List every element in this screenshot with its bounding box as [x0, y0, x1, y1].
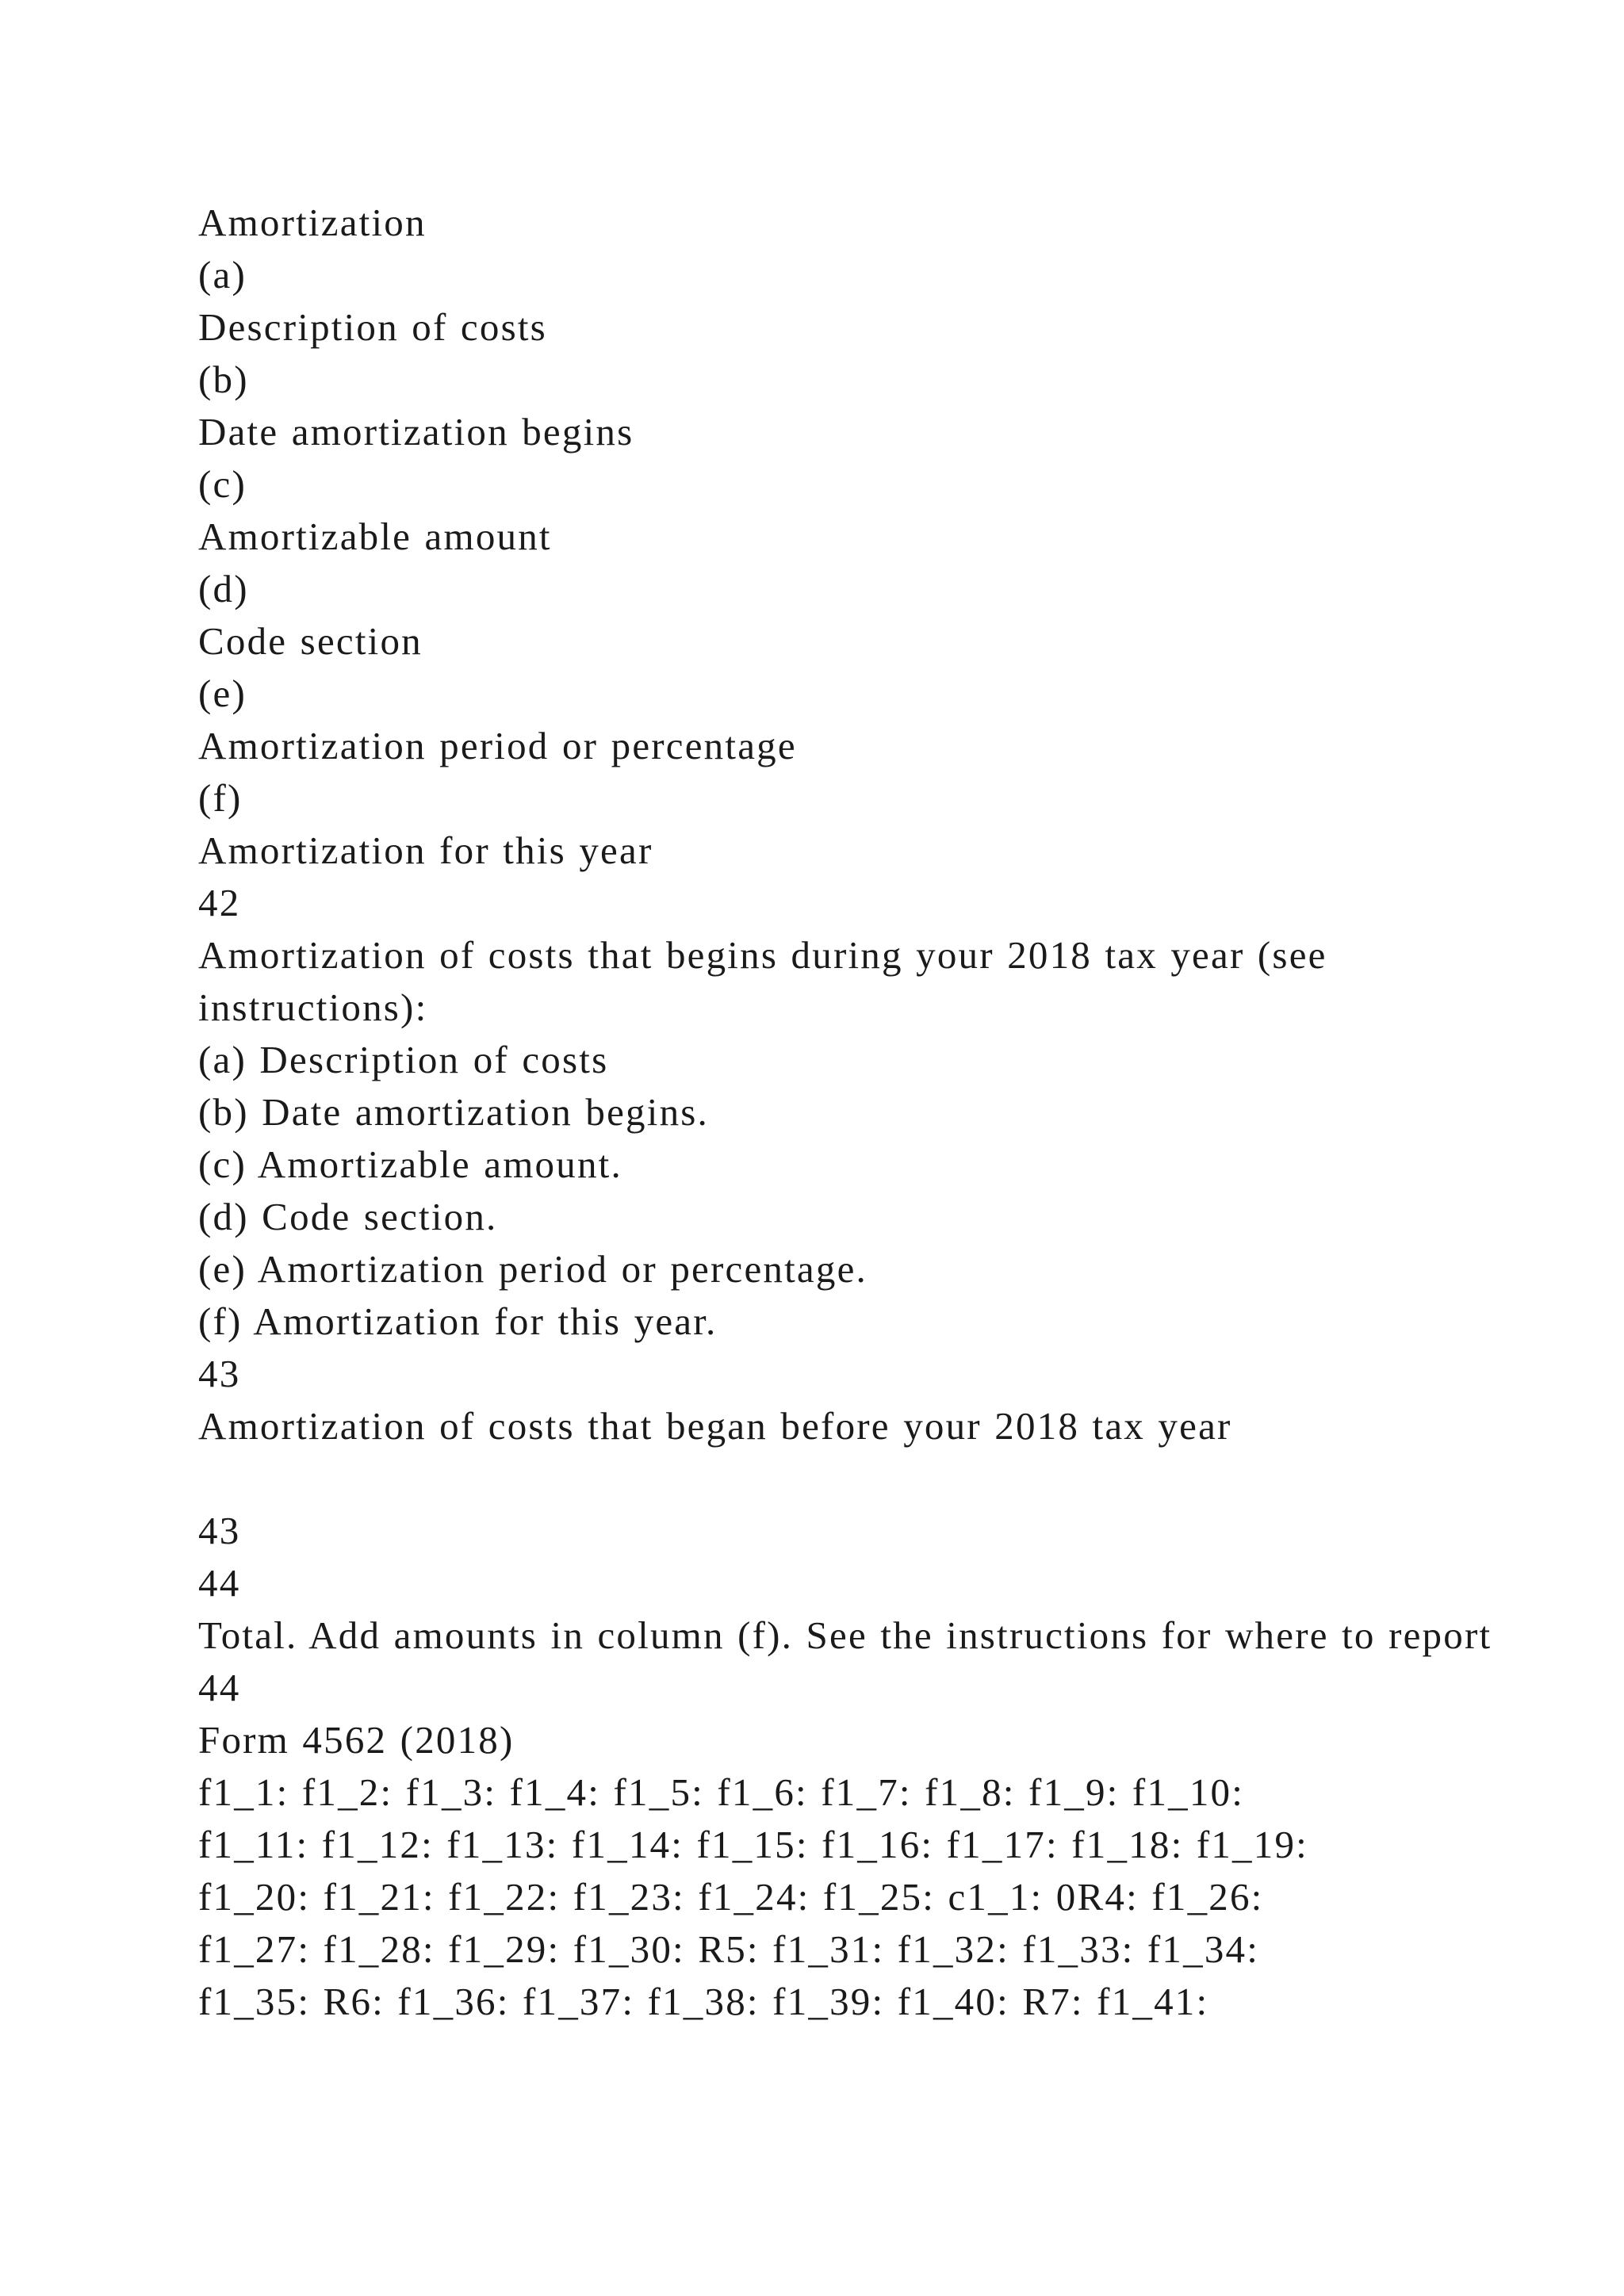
column-d-letter: (d)	[198, 567, 249, 610]
line-42-item-c: (c) Amortizable amount.	[198, 1142, 622, 1186]
line-42-item-b: (b) Date amortization begins.	[198, 1090, 709, 1134]
column-f-label: Amortization for this year	[198, 828, 653, 872]
column-e-label: Amortization period or percentage	[198, 724, 797, 767]
line-43-box-number: 43	[198, 1509, 241, 1552]
blank-spacer	[198, 1452, 1499, 1505]
line-42-item-e: (e) Amortization period or percentage.	[198, 1247, 868, 1291]
line-44-box-number: 44	[198, 1666, 241, 1709]
column-b-letter: (b)	[198, 358, 249, 401]
field-list-line-3: f1_20: f1_21: f1_22: f1_23: f1_24: f1_25: c1_1: 0R4: f1_26:	[198, 1875, 1264, 1919]
line-42-item-f: (f) Amortization for this year.	[198, 1299, 718, 1343]
column-c-label: Amortizable amount	[198, 515, 552, 558]
line-44-number: 44	[198, 1561, 241, 1605]
line-42-item-d: (d) Code section.	[198, 1195, 498, 1238]
line-42-item-a: (a) Description of costs	[198, 1038, 609, 1081]
line-42-text: Amortization of costs that begins during your 2018 tax year (see instructions):	[198, 933, 1327, 1029]
field-list-line-4: f1_27: f1_28: f1_29: f1_30: R5: f1_31: f1_32: f1_33: f1_34:	[198, 1927, 1260, 1971]
field-list-line-1: f1_1: f1_2: f1_3: f1_4: f1_5: f1_6: f1_7: f1_8: f1_9: f1_10:	[198, 1770, 1245, 1814]
column-a-letter: (a)	[198, 253, 247, 297]
line-43-text: Amortization of costs that began before your 2018 tax year	[198, 1404, 1232, 1448]
column-a-label: Description of costs	[198, 305, 547, 349]
column-c-letter: (c)	[198, 462, 247, 506]
column-f-letter: (f)	[198, 776, 243, 820]
column-d-label: Code section	[198, 619, 423, 663]
column-e-letter: (e)	[198, 672, 247, 715]
field-list-line-5: f1_35: R6: f1_36: f1_37: f1_38: f1_39: f1_40: R7: f1_41:	[198, 1980, 1209, 2023]
section-title: Amortization	[198, 201, 427, 244]
column-b-label: Date amortization begins	[198, 410, 634, 453]
field-list-line-2: f1_11: f1_12: f1_13: f1_14: f1_15: f1_16: f1_17: f1_18: f1_19:	[198, 1823, 1308, 1866]
line-43-number: 43	[198, 1352, 241, 1395]
form-footer: Form 4562 (2018)	[198, 1718, 515, 1762]
line-42-number: 42	[198, 881, 241, 924]
document-page	[198, 197, 1499, 2028]
line-44-text: Total. Add amounts in column (f). See the instructions for where to report	[198, 1613, 1492, 1657]
